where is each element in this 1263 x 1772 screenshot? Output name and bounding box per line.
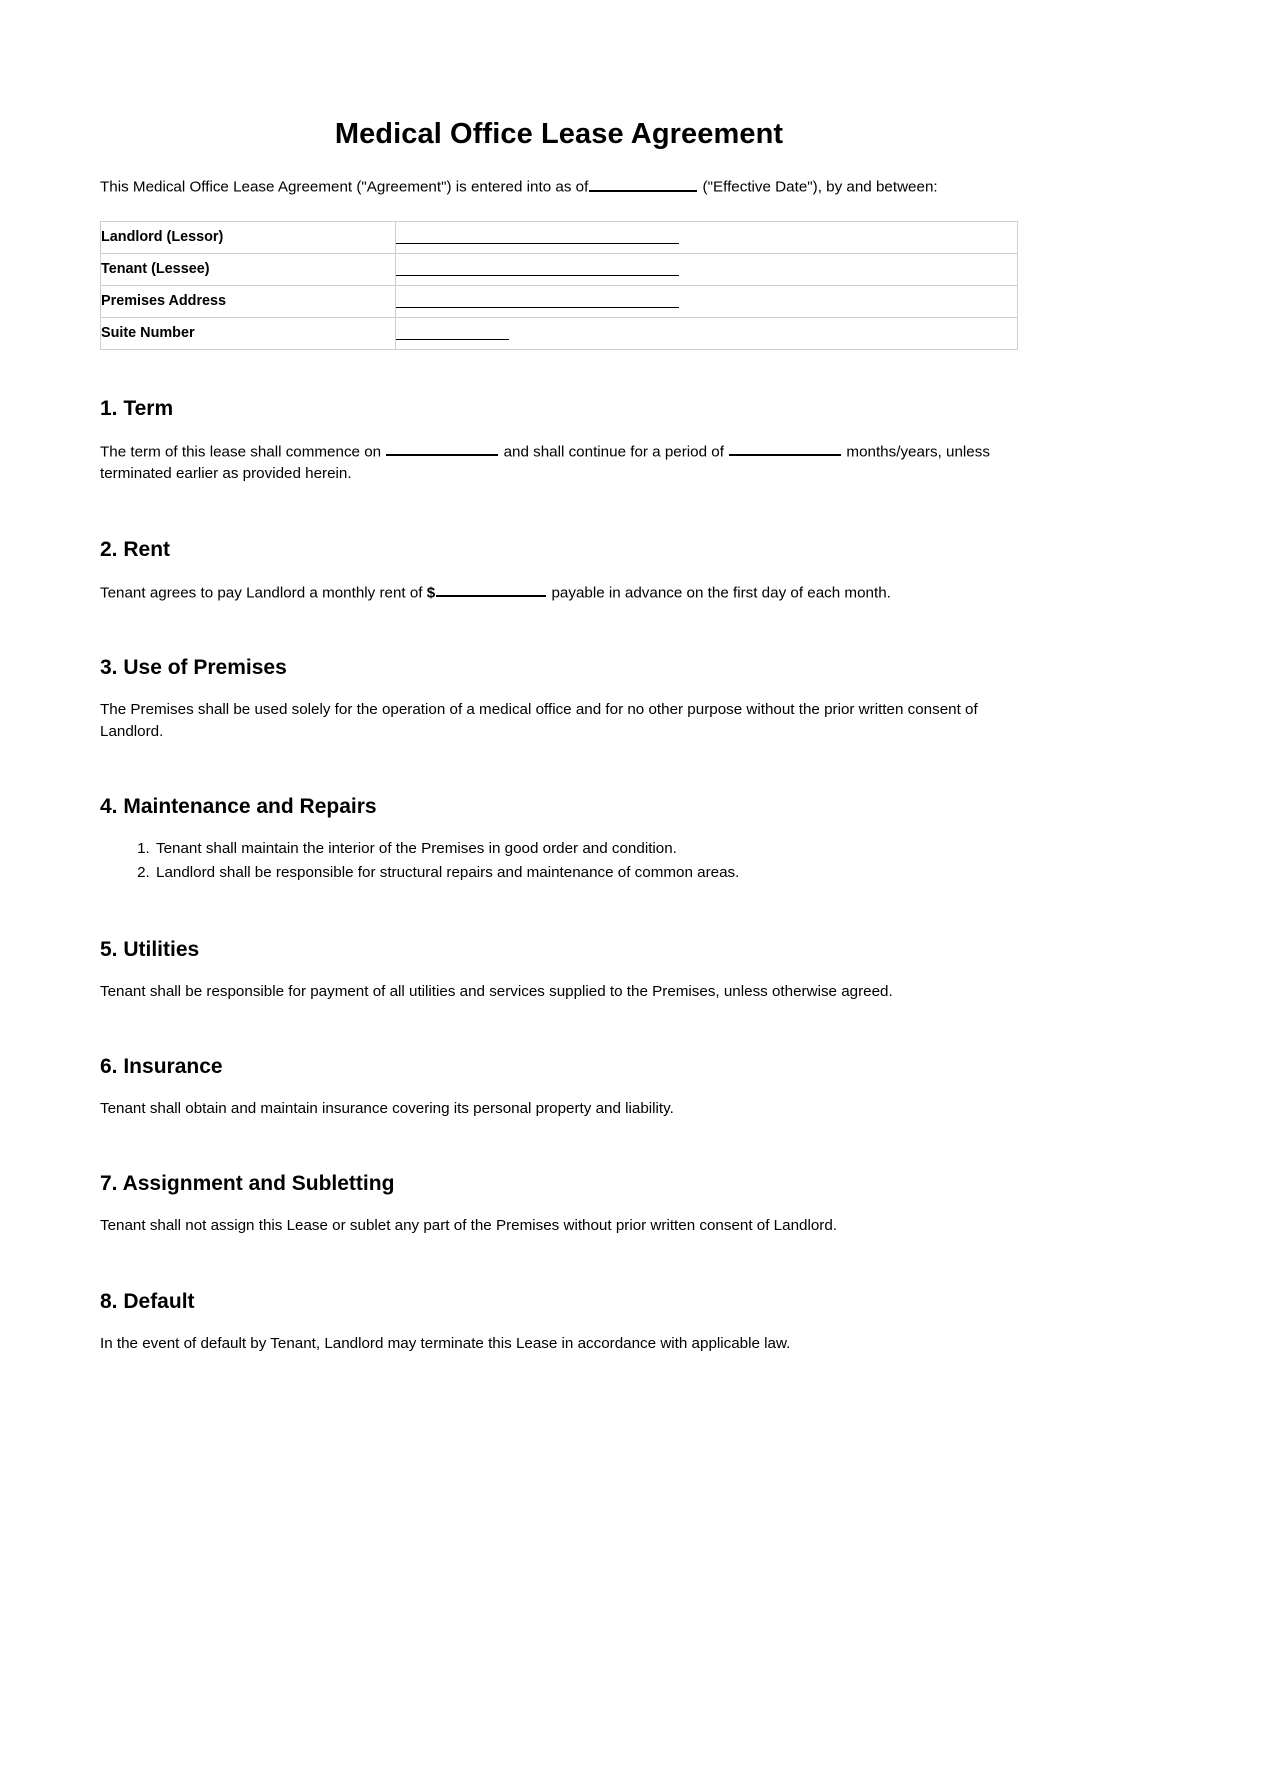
term-text-3: months/years, unless terminated earlier as provided herein. <box>100 443 990 483</box>
premises-address-blank-line[interactable] <box>396 294 679 308</box>
section-body-utilities: Tenant shall be responsible for payment of all utilities and services supplied to the Premises, unless otherwise agreed. <box>100 983 893 1001</box>
effective-date-blank[interactable] <box>589 175 697 191</box>
row-label-suite-number: Suite Number <box>101 317 396 349</box>
section-maintenance-and-repairs <box>100 794 1018 885</box>
party-details-table <box>100 221 1018 350</box>
section-rent <box>100 537 1018 605</box>
intro-paragraph <box>100 175 1018 198</box>
row-value-premises-address[interactable] <box>396 285 1018 317</box>
monthly-rent-blank[interactable] <box>436 581 546 597</box>
section-heading-utilities: 5. Utilities <box>100 937 200 961</box>
row-label-landlord: Landlord (Lessor) <box>101 221 396 253</box>
term-text-2: and shall continue for a period of <box>503 443 724 461</box>
intro-text-after: ("Effective Date"), by and between: <box>702 178 938 196</box>
maintenance-list <box>100 837 1018 886</box>
table-row <box>101 221 1018 253</box>
section-body-rent <box>100 581 1018 604</box>
section-body-use-of-premises: The Premises shall be used solely for the operation of a medical office and for no other purpose without the prior written consent of Landlord. <box>100 701 978 741</box>
row-value-tenant[interactable] <box>396 253 1018 285</box>
section-heading-default: 8. Default <box>100 1289 195 1313</box>
list-item: 1. Tenant shall maintain the interior of the Premises in good order and condition. <box>154 837 1018 862</box>
currency-symbol: $ <box>426 584 436 602</box>
section-body-assignment-and-subletting: Tenant shall not assign this Lease or sublet any part of the Premises without prior written consent of Landlord. <box>100 1217 838 1235</box>
suite-number-blank-line[interactable] <box>396 326 509 340</box>
section-body-insurance: Tenant shall obtain and maintain insurance covering its personal property and liability. <box>100 1100 674 1118</box>
page-title: Medical Office Lease Agreement <box>334 118 784 150</box>
section-heading-term: 1. Term <box>100 396 174 420</box>
section-heading-rent: 2. Rent <box>100 537 171 561</box>
section-body-term <box>100 440 1018 486</box>
term-text-1: The term of this lease shall commence on <box>100 443 382 461</box>
section-heading-maintenance-and-repairs: 4. Maintenance and Repairs <box>100 795 377 819</box>
section-heading-use-of-premises: 3. Use of Premises <box>100 656 287 680</box>
section-use-of-premises <box>100 655 1018 743</box>
row-value-suite-number[interactable] <box>396 317 1018 349</box>
document-content <box>100 0 1018 1355</box>
term-period-blank[interactable] <box>729 440 841 456</box>
section-assignment-and-subletting <box>100 1171 1018 1237</box>
landlord-blank-line[interactable] <box>396 230 679 244</box>
section-term <box>100 396 1018 486</box>
section-heading-assignment-and-subletting: 7. Assignment and Subletting <box>100 1172 395 1196</box>
table-row <box>101 253 1018 285</box>
list-item: 2. Landlord shall be responsible for structural repairs and maintenance of common areas. <box>154 861 1018 886</box>
row-label-premises-address: Premises Address <box>101 285 396 317</box>
table-row <box>101 317 1018 349</box>
intro-text-before: This Medical Office Lease Agreement ("Agreement") is entered into as of <box>100 178 589 196</box>
section-default <box>100 1289 1018 1355</box>
section-heading-insurance: 6. Insurance <box>100 1055 223 1079</box>
rent-text-2: payable in advance on the first day of each month. <box>551 584 891 602</box>
section-body-default: In the event of default by Tenant, Landlord may terminate this Lease in accordance with applicable law. <box>100 1334 791 1352</box>
tenant-blank-line[interactable] <box>396 262 679 276</box>
section-utilities <box>100 937 1018 1003</box>
commencement-date-blank[interactable] <box>386 440 498 456</box>
row-label-tenant: Tenant (Lessee) <box>101 253 396 285</box>
section-insurance <box>100 1054 1018 1120</box>
rent-text-1: Tenant agrees to pay Landlord a monthly rent of <box>100 584 423 602</box>
row-value-landlord[interactable] <box>396 221 1018 253</box>
table-row <box>101 285 1018 317</box>
